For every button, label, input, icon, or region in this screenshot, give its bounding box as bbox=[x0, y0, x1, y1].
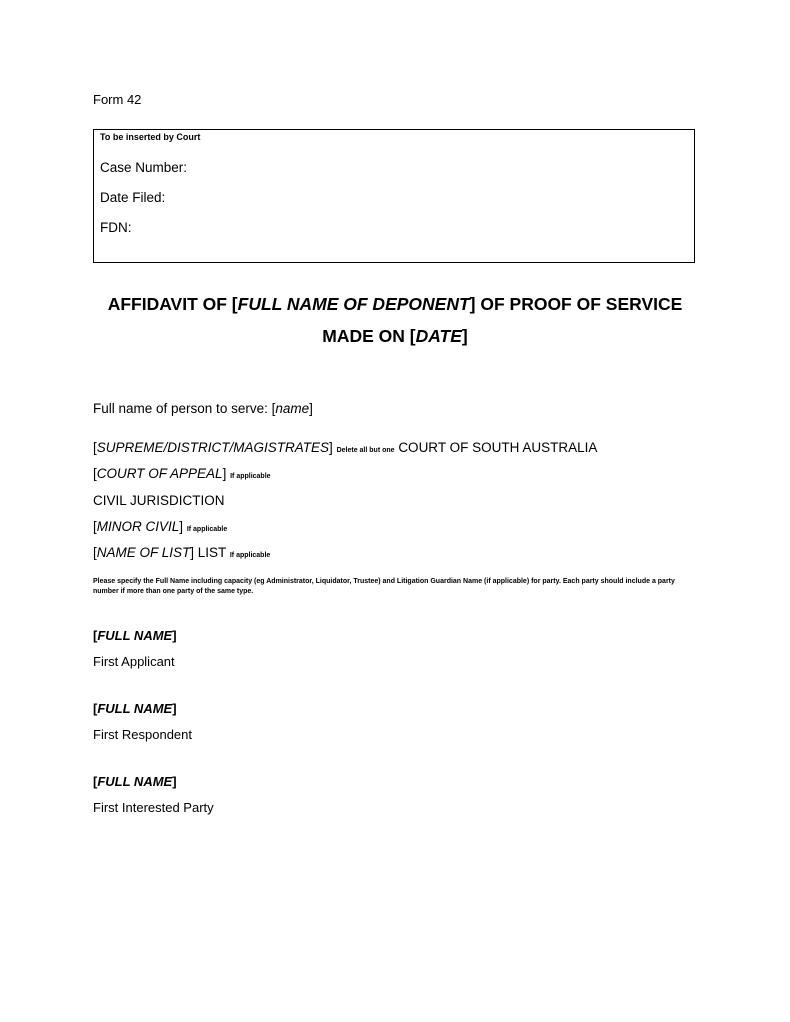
party-instructions: Please specify the Full Name including capacity (eg Administrator, Liquidator, Trustee) and Litigation Guardian Name (if applicable) for party. Each party should include a party number if more than one party of the same type. bbox=[93, 578, 675, 595]
person-name-placeholder: name bbox=[275, 401, 310, 416]
case-number-label: Case Number: bbox=[100, 160, 188, 175]
party-2-name bbox=[93, 701, 177, 716]
court-box-header: To be inserted by Court bbox=[100, 132, 201, 142]
title-text: ] bbox=[461, 326, 468, 346]
civil-jurisdiction-line: CIVIL JURISDICTION bbox=[93, 493, 225, 508]
affidavit-title-line-2 bbox=[0, 326, 790, 347]
title-text: AFFIDAVIT OF [ bbox=[107, 294, 238, 314]
party-3-name bbox=[93, 774, 177, 789]
affidavit-title-line-1 bbox=[0, 294, 790, 315]
deponent-name-placeholder: FULL NAME OF DEPONENT bbox=[237, 294, 470, 314]
court-name-line bbox=[93, 440, 597, 455]
bracket: [ bbox=[93, 545, 97, 560]
fdn-label: FDN: bbox=[100, 220, 132, 235]
person-to-serve-line bbox=[93, 401, 313, 416]
party-1-name bbox=[93, 628, 177, 643]
bracket: [ bbox=[93, 440, 97, 455]
full-name-placeholder: FULL NAME bbox=[97, 701, 173, 716]
bracket: ] bbox=[309, 401, 313, 416]
bracket: ] bbox=[172, 701, 177, 716]
list-suffix: ] LIST bbox=[190, 545, 227, 560]
if-applicable-note: If applicable bbox=[229, 552, 271, 559]
court-placeholder: SUPREME/DISTRICT/MAGISTRATES bbox=[96, 440, 330, 455]
bracket: ] bbox=[179, 519, 184, 534]
party-3-role: First Interested Party bbox=[93, 800, 214, 815]
bracket: [ bbox=[93, 519, 97, 534]
title-text: ] OF PROOF OF SERVICE bbox=[469, 294, 683, 314]
if-applicable-note: If applicable bbox=[230, 473, 271, 480]
appeal-placeholder: COURT OF APPEAL bbox=[96, 466, 223, 481]
date-filed-label: Date Filed: bbox=[100, 190, 166, 205]
court-suffix: COURT OF SOUTH AUSTRALIA bbox=[398, 440, 598, 455]
person-to-serve-label: Full name of person to serve: [ bbox=[93, 401, 276, 416]
full-name-placeholder: FULL NAME bbox=[97, 774, 173, 789]
minor-civil-line bbox=[93, 519, 227, 534]
full-name-placeholder: FULL NAME bbox=[97, 628, 173, 643]
form-number: Form 42 bbox=[93, 92, 142, 107]
bracket: [ bbox=[93, 774, 98, 789]
bracket: [ bbox=[93, 466, 97, 481]
court-of-appeal-line bbox=[93, 466, 271, 481]
bracket: ] bbox=[172, 628, 177, 643]
bracket: [ bbox=[93, 701, 98, 716]
date-placeholder: DATE bbox=[415, 326, 462, 346]
bracket: [ bbox=[93, 628, 98, 643]
bracket: ] bbox=[172, 774, 177, 789]
party-2-role: First Respondent bbox=[93, 727, 192, 742]
bracket: ] bbox=[329, 440, 333, 455]
list-name-placeholder: NAME OF LIST bbox=[96, 545, 191, 560]
if-applicable-note: If applicable bbox=[186, 526, 228, 533]
minor-civil-placeholder: MINOR CIVIL bbox=[96, 519, 180, 534]
court-use-box bbox=[93, 129, 695, 263]
party-1-role: First Applicant bbox=[93, 654, 175, 669]
delete-note: Delete all but one bbox=[336, 447, 395, 454]
title-text: MADE ON [ bbox=[322, 326, 416, 346]
list-name-line bbox=[93, 545, 270, 560]
bracket: ] bbox=[222, 466, 227, 481]
